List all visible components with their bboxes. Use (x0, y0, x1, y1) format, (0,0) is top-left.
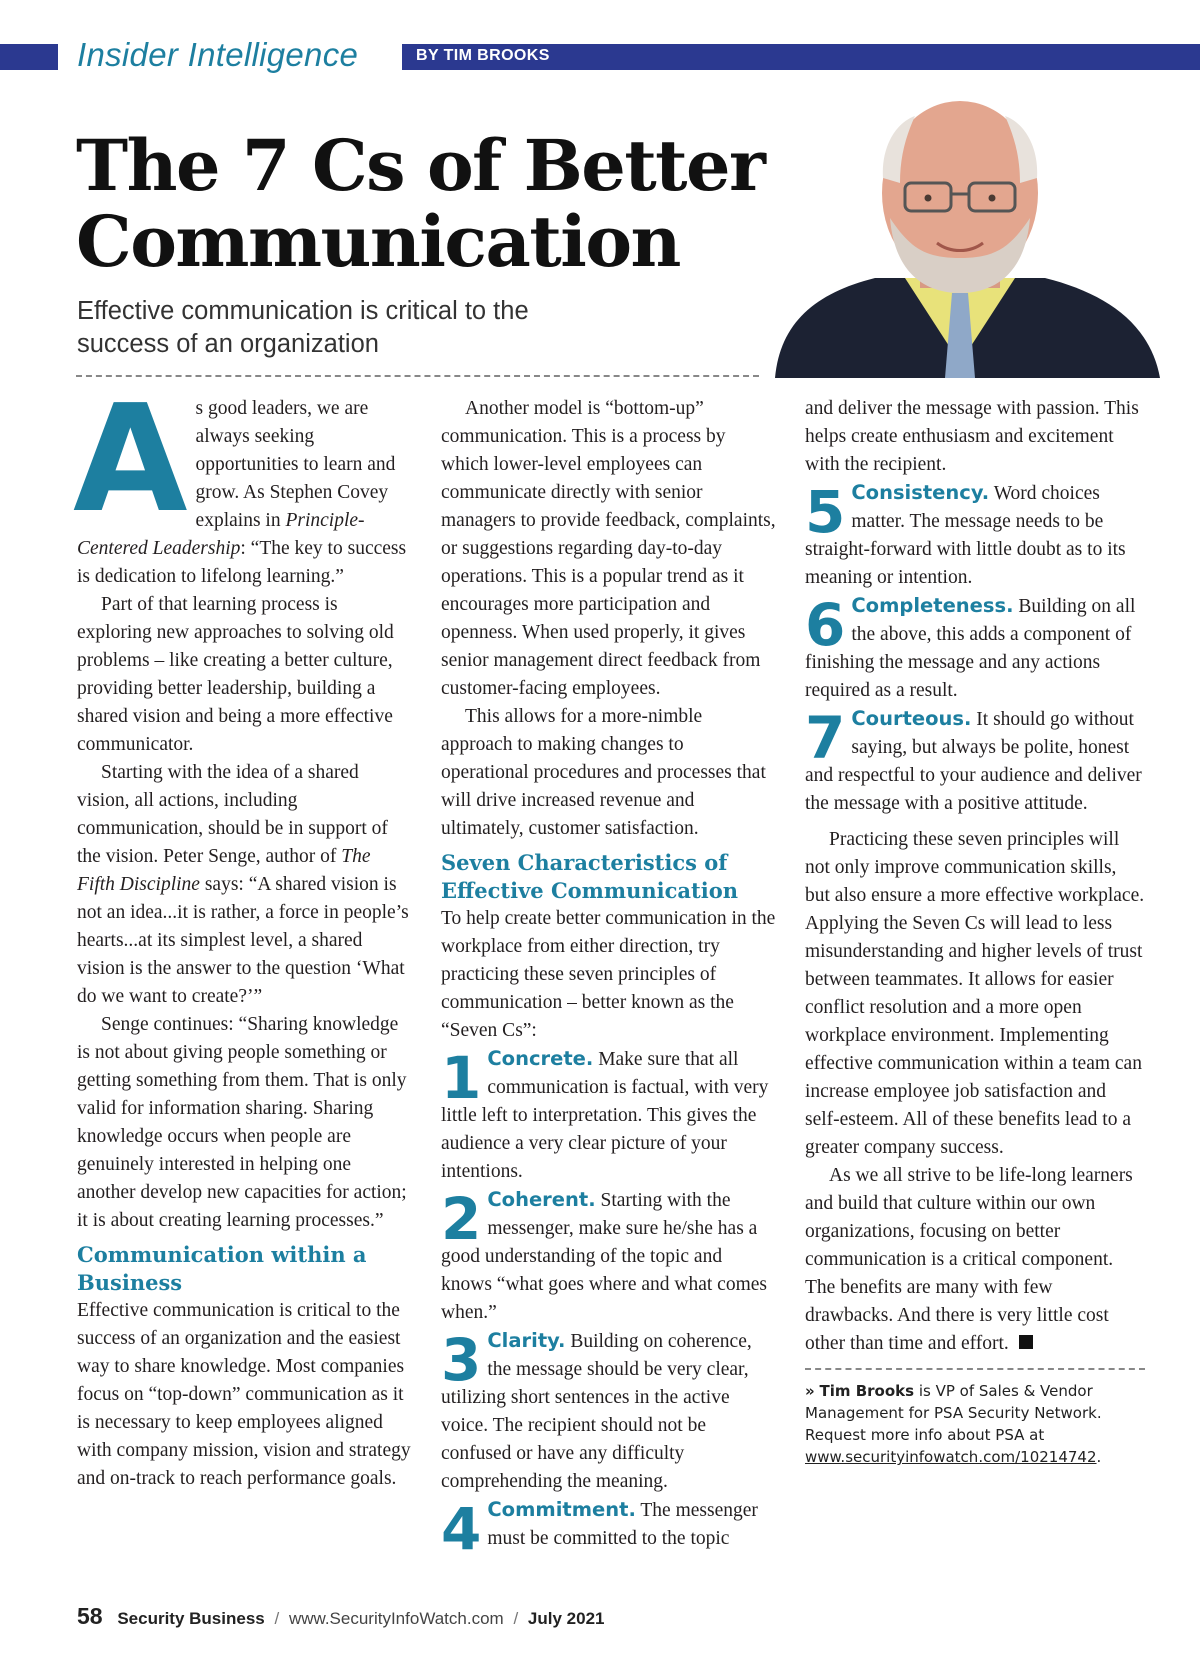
c-number: 6 (805, 591, 846, 659)
c-item-completeness: 6 Completeness. Building on all the above, this adds a component of finishing the message and any actions required as a result. (805, 591, 1136, 701)
drop-cap: A (73, 373, 188, 545)
issue-date: July 2021 (527, 1609, 605, 1628)
paragraph: Starting with the idea of a shared vision, all actions, including communication, should be in support of the vision. Peter Senge, author of The Fifth Discipline says: “A shared vision is not an idea...it is rather, a force in people’s hearts...at its simplest level, a shared vision is the answer to the question ‘What do we want to create?’” (77, 762, 409, 1007)
book-title: Principle-Centered Leadership (77, 510, 365, 559)
c-number: 3 (441, 1326, 482, 1394)
c-name: Clarity. (487, 1329, 566, 1352)
c-number: 5 (805, 478, 846, 546)
column-2 (441, 395, 776, 1563)
paragraph: Senge continues: “Sharing knowledge is not about giving people something or getting something from them. That is only valid for information sharing. Sharing knowledge occurs when people are genuinely interested in helping one another develop new capacities for action; it is about creating learning processes.” (77, 1014, 407, 1231)
byline: BY TIM BROOKS (416, 47, 550, 64)
bio-link[interactable]: www.securityinfowatch.com/10214742 (805, 1448, 1097, 1466)
book-title: The Fifth Discipline (77, 846, 371, 895)
author-photo (755, 88, 1160, 378)
subhead-seven-characteristics: Seven Characteristics of Effective Communication (441, 850, 738, 903)
footer-separator: / (274, 1609, 280, 1628)
bio-divider (805, 1368, 1145, 1370)
footer-url: www.SecurityInfoWatch.com (288, 1609, 504, 1628)
paragraph: Effective communication is critical to the success of an organization and the easiest way to share knowledge. Most companies focus on “top-down” communication as it is necessary to keep employees aligned with company mission, vision and strategy and on-track to reach performance goals. (77, 1300, 411, 1489)
header-bar-left (0, 44, 58, 70)
publication-name: Security Business (117, 1609, 265, 1628)
section-title: Insider Intelligence (77, 36, 359, 73)
c-name: Concrete. (487, 1047, 594, 1070)
headline: The 7 Cs of Better Communication (76, 124, 765, 283)
dek: Effective communication is critical to the success of an organization (77, 297, 529, 358)
c-number: 7 (805, 704, 846, 772)
closing-paragraph: As we all strive to be life-long learners and build that culture within our own organizations, focusing on better communication is a critical component. The benefits are many with few drawbacks. And there is very little cost other than time and effort. (805, 1165, 1133, 1354)
column-1 (73, 373, 412, 1493)
c-name: Coherent. (487, 1188, 596, 1211)
c-name: Completeness. (851, 594, 1014, 617)
c-item-clarity: 3 Clarity. Building on coherence, the message should be very clear, utilizing short sentences in the active voice. The recipient should not be confused or have any difficulty comprehending the meaning. (441, 1326, 752, 1492)
c-name: Courteous. (851, 707, 972, 730)
subhead-communication-business: Communication within a Business (77, 1242, 367, 1295)
page-footer (77, 1603, 604, 1630)
paragraph: This allows for a more-nimble approach to making changes to operational procedures and processes that will drive increased revenue and ultimately, customer satisfaction. (441, 706, 766, 839)
header-bar-right (402, 44, 1200, 70)
column-3 (805, 395, 1145, 1468)
c-name: Consistency. (851, 481, 990, 504)
footer-separator: / (513, 1609, 519, 1628)
paragraph: To help create better communication in the workplace from either direction, try practicing these seven principles of communication – better known as the “Seven Cs”: (441, 908, 776, 1041)
paragraph: Practicing these seven principles will not only improve communication skills, but also ensure a more effective workplace. Applying the Seven Cs will lead to less misunderstanding and higher levels of trust between teammates. It allows for easier conflict resolution and a more open workplace environment. Implementing effective communication within a team can increase employee job satisfaction and self-esteem. All of these benefits lead to a greater company success. (805, 829, 1145, 1158)
page-number: 58 (77, 1603, 103, 1629)
c-item-coherent: 2 Coherent. Starting with the messenger, make sure he/she has a good understanding of the topic and knows “what goes where and what comes when.” (441, 1185, 767, 1323)
c-name: Commitment. (487, 1498, 636, 1521)
intro-paragraph: As good leaders, we are always seeking opportunities to learn and grow. As Stephen Covey explains in Principle-Centered Leadership: “The key to success is dedication to lifelong learning.” (73, 373, 407, 587)
c-item-concrete: 1 Concrete. Make sure that all communication is factual, with very little left to interpretation. This gives the audience a very clear picture of your intentions. (441, 1044, 769, 1182)
c-number: 1 (441, 1044, 482, 1112)
author-bio: » Tim Brooks is VP of Sales & Vendor Management for PSA Security Network. Request more info about PSA at www.securityinfowatch.com/10214742. (805, 1382, 1102, 1466)
bio-marker: » (805, 1382, 815, 1400)
c-number: 2 (441, 1185, 482, 1253)
bio-author-name: Tim Brooks (819, 1382, 915, 1400)
paragraph: and deliver the message with passion. This helps create enthusiasm and excitement with the recipient. (805, 398, 1139, 475)
c-item-courteous: 7 Courteous. It should go without saying, but always be polite, honest and respectful to your audience and deliver the message with a positive attitude. (805, 704, 1142, 814)
c-item-consistency: 5 Consistency. Word choices matter. The message needs to be straight-forward with little doubt as to its meaning or intention. (805, 478, 1126, 588)
paragraph: Part of that learning process is exploring new approaches to solving old problems – like creating a better culture, providing better leadership, building a shared vision and being a more effective communicator. (77, 594, 394, 755)
c-item-commitment: 4 Commitment. The messenger must be committed to the topic (441, 1495, 758, 1563)
c-number: 4 (441, 1495, 482, 1563)
paragraph: Another model is “bottom-up” communication. This is a process by which lower-level employees can communicate directly with senior managers to provide feedback, complaints, or suggestions regarding day-to-day operations. This is a popular trend as it encourages more participation and openness. When used properly, it gives senior management direct feedback from customer-facing employees. (441, 398, 776, 699)
end-mark-icon (1019, 1335, 1033, 1349)
